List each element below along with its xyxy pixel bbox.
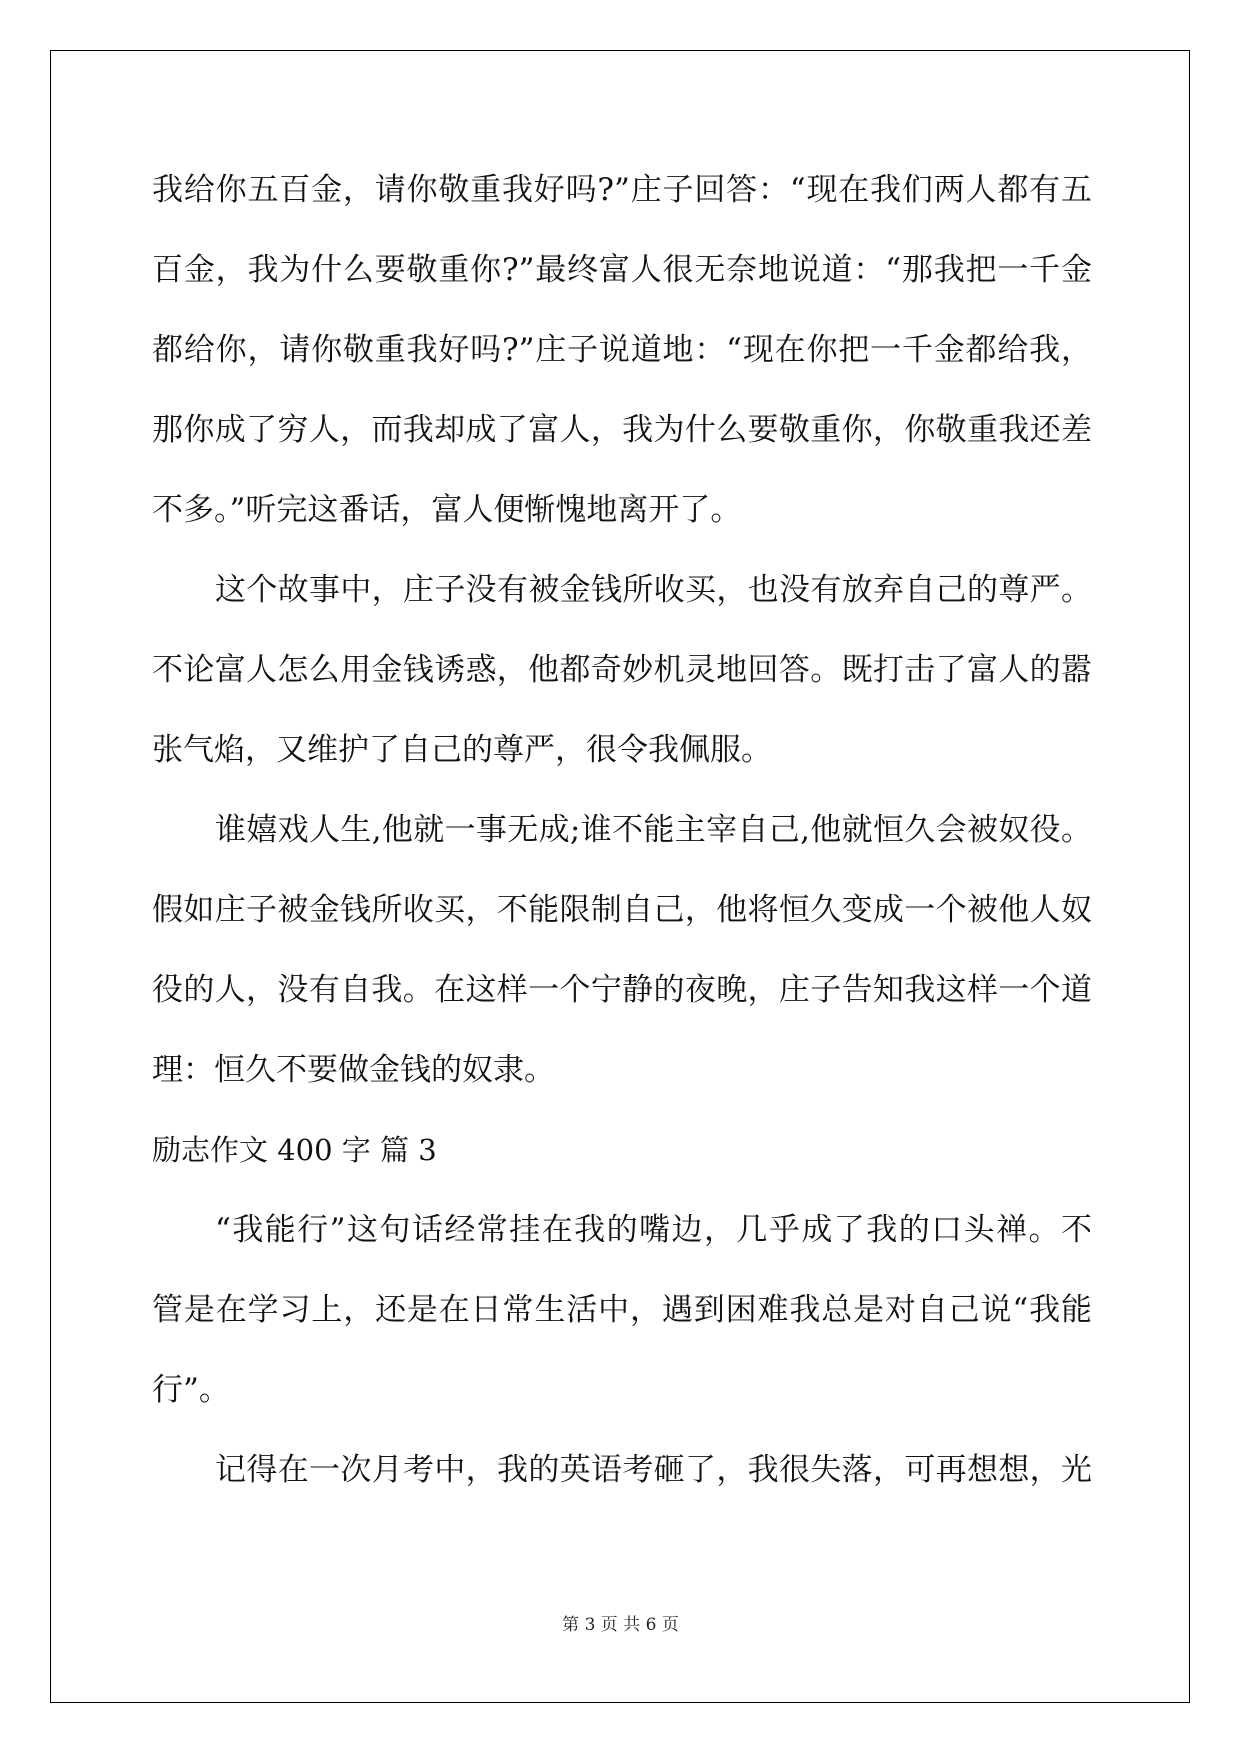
section-heading: 励志作文 400 字 篇 3 (152, 1133, 437, 1167)
text-line: 这个故事中，庄子没有被金钱所收买，也没有放弃自己的尊严。 (215, 572, 1092, 608)
text-line: 理：恒久不要做金钱的奴隶。 (152, 1052, 555, 1088)
text-line: 假如庄子被金钱所收买，不能限制自己，他将恒久变成一个被他人奴 (152, 892, 1092, 928)
text-line: 行”。 (152, 1372, 230, 1408)
text-line: 不多。”听完这番话，富人便惭愧地离开了。 (152, 492, 742, 528)
text-line: 记得在一次月考中，我的英语考砸了，我很失落，可再想想，光 (215, 1452, 1092, 1488)
text-line: 那你成了穷人，而我却成了富人，我为什么要敬重你，你敬重我还差 (152, 412, 1092, 448)
text-line: 管是在学习上，还是在日常生活中，遇到困难我总是对自己说“我能 (152, 1292, 1092, 1328)
text-line: 我给你五百金，请你敬重我好吗?”庄子回答：“现在我们两人都有五 (152, 172, 1092, 208)
text-line: 百金，我为什么要敬重你?”最终富人很无奈地说道：“那我把一千金 (152, 252, 1092, 288)
text-line: 役的人，没有自我。在这样一个宁静的夜晚，庄子告知我这样一个道 (152, 972, 1092, 1008)
text-line: 谁嬉戏人生,他就一事无成;谁不能主宰自己,他就恒久会被奴役。 (215, 812, 1092, 848)
text-line: 不论富人怎么用金钱诱惑，他都奇妙机灵地回答。既打击了富人的嚣 (152, 652, 1092, 688)
text-line: 都给你，请你敬重我好吗?”庄子说道地：“现在你把一千金都给我， (152, 332, 1092, 368)
page-footer: 第 3 页 共 6 页 (562, 1615, 679, 1635)
text-line: “我能行”这句话经常挂在我的嘴边，几乎成了我的口头禅。不 (215, 1212, 1092, 1248)
text-line: 张气焰，又维护了自己的尊严，很令我佩服。 (152, 732, 772, 768)
